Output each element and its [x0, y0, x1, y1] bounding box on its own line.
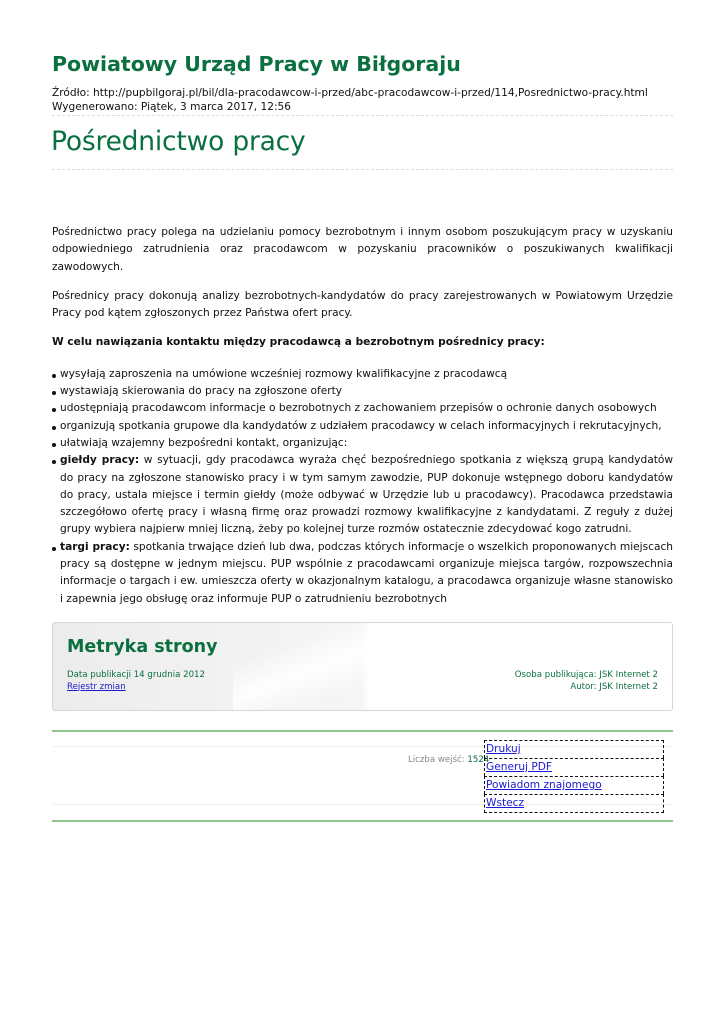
list-item: wysyłają zaproszenia na umówione wcześniej rozmowy kwalifikacyjne z pracodawcą	[52, 366, 673, 383]
divider	[52, 169, 673, 170]
list-item: udostępniają pracodawcom informacje o bezrobotnych z zachowaniem przepisów o ochronie danych osobowych	[52, 400, 673, 417]
paragraph-heading: W celu nawiązania kontaktu między pracodawcą a bezrobotnym pośrednicy pracy:	[52, 336, 545, 349]
publisher: Osoba publikująca: JSK Internet 2	[514, 670, 658, 680]
page-title: Pośrednictwo pracy	[51, 126, 306, 157]
generated-line: Wygenerowano: Piątek, 3 marca 2017, 12:56	[52, 101, 292, 113]
article-content	[52, 224, 673, 608]
list-item: ułatwiają wzajemny bezpośredni kontakt, organizując:	[52, 435, 673, 452]
change-log-link[interactable]: Rejestr zmian	[67, 681, 126, 692]
back-link[interactable]: Wstecz	[486, 797, 525, 809]
metadata-left	[67, 670, 205, 693]
list-item-text: w sytuacji, gdy pracodawca wyraża chęć bezpośredniego spotkania z większą grupą kandydatów do pracy na zgłoszone stanowisko pracy i w tym samym zawodzie, PUP dokonuje wstępnego doboru kandydatów do pracy, ustala miejsce i termin giełdy (może odbywać w Urzędzie lub u pracodawcy). Pracodawca przedstawia szczegółowo ofertę pracy i własną firmę oraz prowadzi rozmowy kwalifikacyjne z kandydatami. Z reguły z dużej grupy wybiera najpierw mniej liczną, żeby po kolejnej turze rozmów ostatecznie zdecydować kogo zatrudni.	[60, 454, 673, 536]
list-item: wystawiają skierowania do pracy na zgłoszone oferty	[52, 383, 673, 400]
page-actions	[484, 740, 664, 813]
paragraph: Pośrednictwo pracy polega na udzielaniu pomocy bezrobotnym i innym osobom poszukującym pracy w uzyskaniu odpowiedniego zatrudnienia oraz pracodawcom w pozyskaniu pracowników o poszukiwanych kwalifikacji zawodowych.	[52, 226, 673, 273]
source-line: Źródło: http://pupbilgoraj.pl/bil/dla-pracodawcow-i-przed/abc-pracodawcow-i-przed/114,Posrednictwo-pracy.html	[52, 87, 648, 99]
author: Autor: JSK Internet 2	[570, 681, 658, 692]
list-item-label: targi pracy:	[60, 540, 130, 553]
notify-friend-link[interactable]: Powiadom znajomego	[486, 779, 602, 791]
pdf-action[interactable]	[484, 758, 664, 776]
list-item	[52, 452, 673, 538]
notify-action[interactable]	[484, 776, 664, 794]
back-action[interactable]	[484, 794, 664, 813]
print-action[interactable]	[484, 740, 664, 758]
list-item	[52, 539, 673, 608]
visit-counter-label: Liczba wejść:	[408, 755, 465, 765]
paragraph: Pośrednicy pracy dokonują analizy bezrobotnych-kandydatów do pracy zarejestrowanych w Powiatowym Urzędzie Pracy pod kątem zgłoszonych przez Państwa ofert pracy.	[52, 289, 673, 320]
publication-date: Data publikacji 14 grudnia 2012	[67, 670, 205, 680]
bullet-list	[52, 366, 673, 608]
visit-counter	[408, 755, 489, 765]
footer-top-rule	[52, 730, 673, 732]
list-item: organizują spotkania grupowe dla kandydatów z udziałem pracodawcy w celach informacyjnych i rekrutacyjnych,	[52, 418, 673, 435]
generate-pdf-link[interactable]: Generuj PDF	[486, 761, 552, 773]
metadata-title: Metryka strony	[67, 637, 218, 657]
print-link[interactable]: Drukuj	[486, 743, 521, 755]
visit-counter-value: 1524	[467, 755, 490, 765]
divider	[52, 115, 673, 116]
list-item-text: spotkania trwające dzień lub dwa, podczas których informacje o wszelkich proponowanych miejscach pracy są dostępne w jednym miejscu. PUP wspólnie z pracodawcami organizuje miejsca targów, rozpowszechnia informacje o targach i ew. umieszcza oferty w okazjonalnym katalogu, a pracodawca organizuje własne stanowisko i zapewnia jego obsługę oraz informuje PUP o zatrudnieniu bezrobotnych	[60, 540, 674, 605]
decorative-shine	[233, 623, 373, 710]
org-title: Powiatowy Urząd Pracy w Biłgoraju	[52, 52, 461, 76]
footer-bottom-rule	[52, 820, 673, 822]
metadata-right	[515, 670, 658, 693]
list-item-label: giełdy pracy:	[60, 454, 140, 467]
page-metadata-box	[52, 622, 673, 711]
